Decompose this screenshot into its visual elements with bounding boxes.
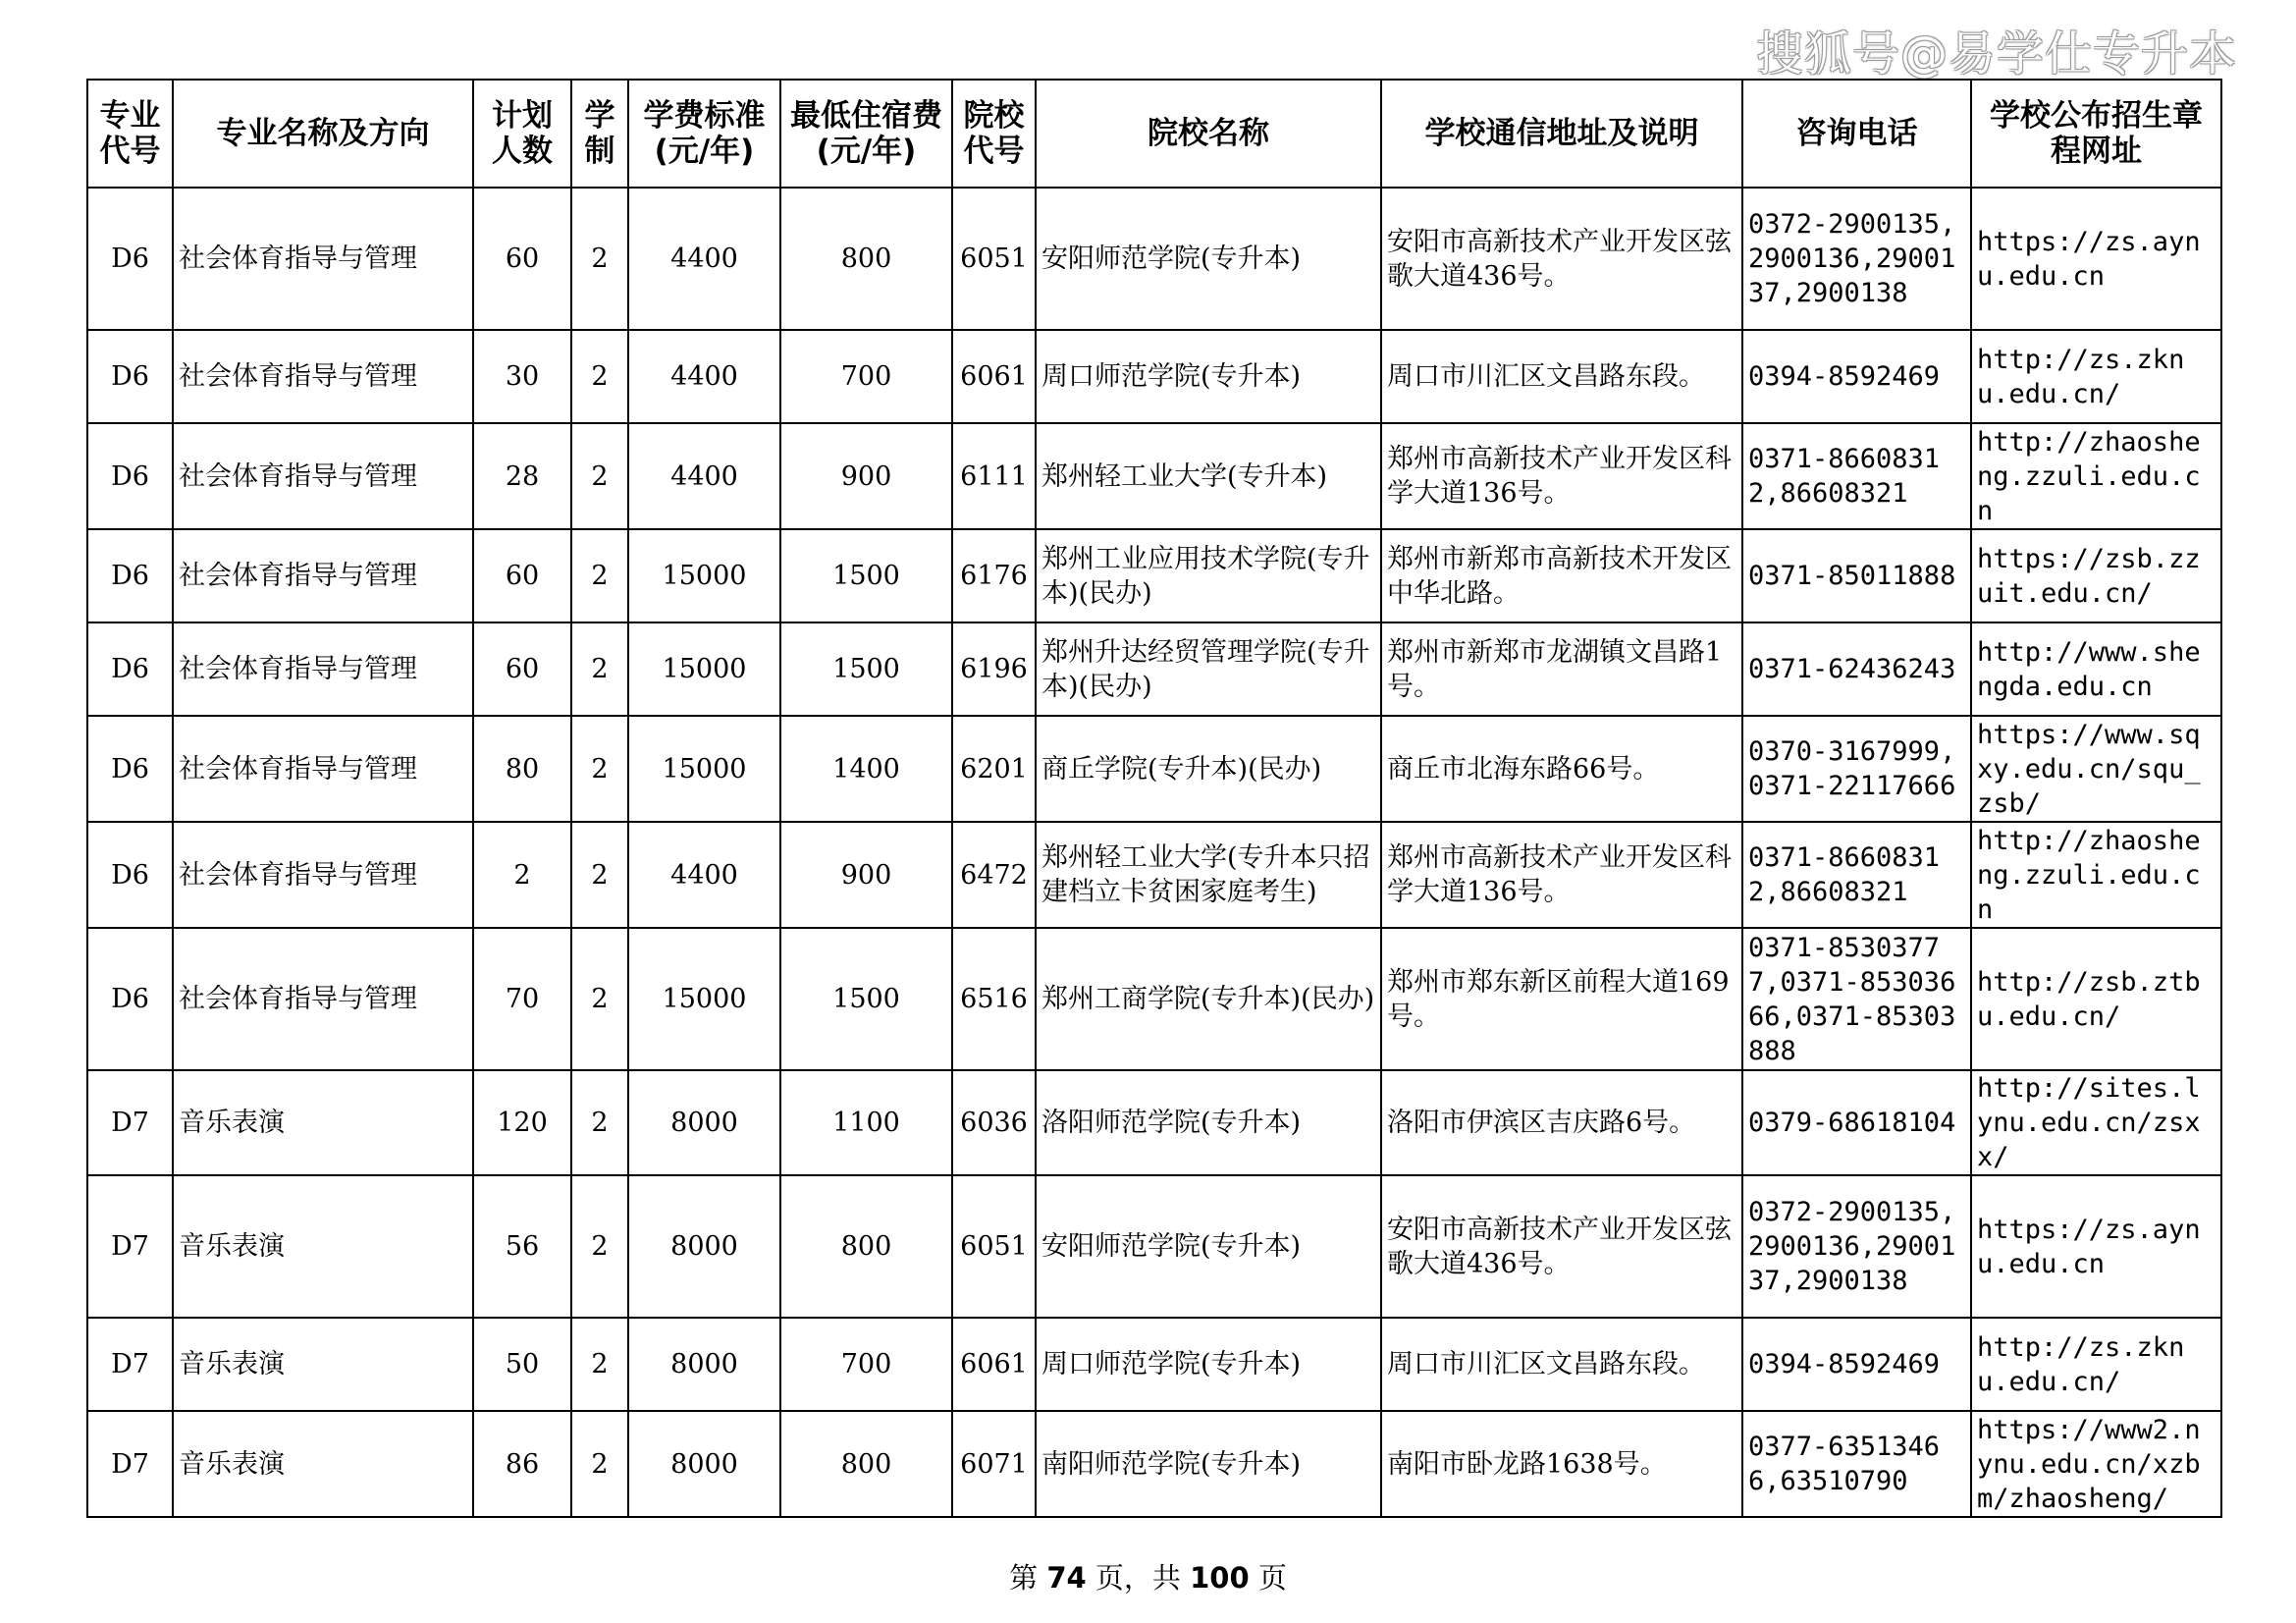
footer-middle: 页，共 bbox=[1086, 1561, 1191, 1595]
cell-major: 社会体育指导与管理 bbox=[173, 716, 473, 822]
cell-phone: 0371-85011888 bbox=[1742, 529, 1971, 622]
cell-phone: 0371-86608312,86608321 bbox=[1742, 423, 1971, 529]
cell-tuition: 4400 bbox=[628, 188, 780, 330]
cell-years: 2 bbox=[571, 622, 628, 716]
cell-tuition: 15000 bbox=[628, 716, 780, 822]
cell-school: 安阳师范学院(专升本) bbox=[1036, 1175, 1381, 1318]
cell-code: D6 bbox=[87, 716, 173, 822]
cell-phone: 0372-2900135,2900136,2900137,2900138 bbox=[1742, 1175, 1971, 1318]
cell-school: 周口师范学院(专升本) bbox=[1036, 1318, 1381, 1411]
cell-code: D7 bbox=[87, 1411, 173, 1517]
cell-school-code: 6516 bbox=[952, 928, 1036, 1070]
cell-school-code: 6176 bbox=[952, 529, 1036, 622]
cell-dorm: 1500 bbox=[780, 622, 952, 716]
page-footer bbox=[0, 1556, 2296, 1596]
cell-school-code: 6051 bbox=[952, 188, 1036, 330]
cell-code: D6 bbox=[87, 822, 173, 928]
table-row bbox=[87, 1175, 2221, 1318]
cell-school-code: 6051 bbox=[952, 1175, 1036, 1318]
cell-school: 商丘学院(专升本)(民办) bbox=[1036, 716, 1381, 822]
cell-phone: 0394-8592469 bbox=[1742, 330, 1971, 423]
cell-school: 洛阳师范学院(专升本) bbox=[1036, 1070, 1381, 1175]
cell-address: 郑州市高新技术产业开发区科学大道136号。 bbox=[1381, 423, 1742, 529]
cell-address: 安阳市高新技术产业开发区弦歌大道436号。 bbox=[1381, 188, 1742, 330]
cell-major: 社会体育指导与管理 bbox=[173, 622, 473, 716]
header-school: 院校名称 bbox=[1036, 80, 1381, 188]
cell-school: 南阳师范学院(专升本) bbox=[1036, 1411, 1381, 1517]
cell-url[interactable]: http://zhaosheng.zzuli.edu.cn bbox=[1971, 423, 2221, 529]
table-row bbox=[87, 188, 2221, 330]
cell-url[interactable]: https://zs.aynu.edu.cn bbox=[1971, 1175, 2221, 1318]
total-page-count: 100 bbox=[1190, 1561, 1250, 1595]
cell-address: 洛阳市伊滨区吉庆路6号。 bbox=[1381, 1070, 1742, 1175]
cell-url[interactable]: http://zs.zknu.edu.cn/ bbox=[1971, 330, 2221, 423]
cell-years: 2 bbox=[571, 822, 628, 928]
table-row bbox=[87, 1411, 2221, 1517]
cell-plan: 86 bbox=[473, 1411, 571, 1517]
cell-plan: 120 bbox=[473, 1070, 571, 1175]
cell-code: D7 bbox=[87, 1070, 173, 1175]
cell-school: 郑州轻工业大学(专升本只招建档立卡贫困家庭考生) bbox=[1036, 822, 1381, 928]
cell-school: 周口师范学院(专升本) bbox=[1036, 330, 1381, 423]
table-row bbox=[87, 529, 2221, 622]
cell-plan: 2 bbox=[473, 822, 571, 928]
cell-plan: 60 bbox=[473, 622, 571, 716]
cell-phone: 0372-2900135,2900136,2900137,2900138 bbox=[1742, 188, 1971, 330]
header-address: 学校通信地址及说明 bbox=[1381, 80, 1742, 188]
cell-years: 2 bbox=[571, 423, 628, 529]
cell-tuition: 8000 bbox=[628, 1318, 780, 1411]
table-row bbox=[87, 1318, 2221, 1411]
cell-major: 社会体育指导与管理 bbox=[173, 330, 473, 423]
cell-url[interactable]: https://www.sqxy.edu.cn/squ_zsb/ bbox=[1971, 716, 2221, 822]
cell-years: 2 bbox=[571, 188, 628, 330]
cell-major: 社会体育指导与管理 bbox=[173, 529, 473, 622]
cell-years: 2 bbox=[571, 1070, 628, 1175]
cell-tuition: 15000 bbox=[628, 529, 780, 622]
footer-prefix: 第 bbox=[1009, 1561, 1047, 1595]
cell-tuition: 4400 bbox=[628, 423, 780, 529]
table-row bbox=[87, 1070, 2221, 1175]
cell-tuition: 4400 bbox=[628, 330, 780, 423]
current-page-number: 74 bbox=[1046, 1561, 1087, 1595]
cell-plan: 56 bbox=[473, 1175, 571, 1318]
cell-dorm: 1100 bbox=[780, 1070, 952, 1175]
cell-major: 社会体育指导与管理 bbox=[173, 188, 473, 330]
footer-suffix: 页 bbox=[1249, 1561, 1287, 1595]
cell-phone: 0370-3167999,0371-22117666 bbox=[1742, 716, 1971, 822]
cell-plan: 70 bbox=[473, 928, 571, 1070]
cell-address: 南阳市卧龙路1638号。 bbox=[1381, 1411, 1742, 1517]
cell-phone: 0379-68618104 bbox=[1742, 1070, 1971, 1175]
cell-url[interactable]: https://www2.nynu.edu.cn/xzbm/zhaosheng/ bbox=[1971, 1411, 2221, 1517]
cell-plan: 60 bbox=[473, 529, 571, 622]
cell-dorm: 1400 bbox=[780, 716, 952, 822]
cell-dorm: 800 bbox=[780, 1175, 952, 1318]
table-row bbox=[87, 330, 2221, 423]
cell-address: 郑州市高新技术产业开发区科学大道136号。 bbox=[1381, 822, 1742, 928]
cell-plan: 50 bbox=[473, 1318, 571, 1411]
header-major: 专业名称及方向 bbox=[173, 80, 473, 188]
cell-years: 2 bbox=[571, 928, 628, 1070]
cell-school-code: 6111 bbox=[952, 423, 1036, 529]
table-row bbox=[87, 928, 2221, 1070]
cell-tuition: 15000 bbox=[628, 928, 780, 1070]
cell-years: 2 bbox=[571, 529, 628, 622]
cell-code: D6 bbox=[87, 529, 173, 622]
table-row bbox=[87, 716, 2221, 822]
cell-dorm: 1500 bbox=[780, 928, 952, 1070]
cell-url[interactable]: http://www.shengda.edu.cn bbox=[1971, 622, 2221, 716]
cell-url[interactable]: http://zs.zknu.edu.cn/ bbox=[1971, 1318, 2221, 1411]
cell-dorm: 800 bbox=[780, 1411, 952, 1517]
cell-phone: 0394-8592469 bbox=[1742, 1318, 1971, 1411]
watermark: 搜狐号@易学仕专升本 bbox=[1755, 27, 2237, 81]
cell-school: 郑州轻工业大学(专升本) bbox=[1036, 423, 1381, 529]
cell-plan: 30 bbox=[473, 330, 571, 423]
cell-school-code: 6061 bbox=[952, 330, 1036, 423]
cell-school: 郑州工商学院(专升本)(民办) bbox=[1036, 928, 1381, 1070]
cell-dorm: 700 bbox=[780, 330, 952, 423]
table-row bbox=[87, 822, 2221, 928]
cell-school: 安阳师范学院(专升本) bbox=[1036, 188, 1381, 330]
cell-tuition: 8000 bbox=[628, 1070, 780, 1175]
cell-phone: 0377-63513466,63510790 bbox=[1742, 1411, 1971, 1517]
cell-phone: 0371-85303777,0371-85303666,0371-85303888 bbox=[1742, 928, 1971, 1070]
cell-address: 郑州市新郑市龙湖镇文昌路1号。 bbox=[1381, 622, 1742, 716]
header-row bbox=[87, 80, 2221, 188]
cell-school-code: 6071 bbox=[952, 1411, 1036, 1517]
cell-major: 社会体育指导与管理 bbox=[173, 822, 473, 928]
cell-major: 社会体育指导与管理 bbox=[173, 928, 473, 1070]
cell-school-code: 6201 bbox=[952, 716, 1036, 822]
cell-code: D6 bbox=[87, 188, 173, 330]
header-years: 学制 bbox=[571, 80, 628, 188]
cell-url[interactable]: http://zsb.ztbu.edu.cn/ bbox=[1971, 928, 2221, 1070]
cell-code: D6 bbox=[87, 330, 173, 423]
cell-years: 2 bbox=[571, 1175, 628, 1318]
header-tuition: 学费标准(元/年) bbox=[628, 80, 780, 188]
cell-tuition: 15000 bbox=[628, 622, 780, 716]
cell-dorm: 900 bbox=[780, 423, 952, 529]
cell-school: 郑州升达经贸管理学院(专升本)(民办) bbox=[1036, 622, 1381, 716]
table-row bbox=[87, 423, 2221, 529]
cell-school-code: 6036 bbox=[952, 1070, 1036, 1175]
cell-major: 音乐表演 bbox=[173, 1318, 473, 1411]
cell-tuition: 4400 bbox=[628, 822, 780, 928]
enrollment-plan-table bbox=[86, 79, 2222, 1518]
cell-code: D7 bbox=[87, 1318, 173, 1411]
cell-phone: 0371-62436243 bbox=[1742, 622, 1971, 716]
cell-school-code: 6196 bbox=[952, 622, 1036, 716]
cell-url[interactable]: https://zsb.zzuit.edu.cn/ bbox=[1971, 529, 2221, 622]
header-phone: 咨询电话 bbox=[1742, 80, 1971, 188]
cell-address: 郑州市郑东新区前程大道169号。 bbox=[1381, 928, 1742, 1070]
cell-address: 周口市川汇区文昌路东段。 bbox=[1381, 1318, 1742, 1411]
header-dorm: 最低住宿费(元/年) bbox=[780, 80, 952, 188]
cell-major: 社会体育指导与管理 bbox=[173, 423, 473, 529]
cell-years: 2 bbox=[571, 330, 628, 423]
cell-school: 郑州工业应用技术学院(专升本)(民办) bbox=[1036, 529, 1381, 622]
cell-code: D6 bbox=[87, 622, 173, 716]
cell-plan: 80 bbox=[473, 716, 571, 822]
cell-plan: 60 bbox=[473, 188, 571, 330]
cell-address: 郑州市新郑市高新技术开发区中华北路。 bbox=[1381, 529, 1742, 622]
cell-phone: 0371-86608312,86608321 bbox=[1742, 822, 1971, 928]
cell-dorm: 900 bbox=[780, 822, 952, 928]
cell-url[interactable]: http://zhaosheng.zzuli.edu.cn bbox=[1971, 822, 2221, 928]
cell-address: 周口市川汇区文昌路东段。 bbox=[1381, 330, 1742, 423]
table-row bbox=[87, 622, 2221, 716]
cell-years: 2 bbox=[571, 1318, 628, 1411]
cell-years: 2 bbox=[571, 1411, 628, 1517]
cell-url[interactable]: https://zs.aynu.edu.cn bbox=[1971, 188, 2221, 330]
cell-code: D7 bbox=[87, 1175, 173, 1318]
cell-years: 2 bbox=[571, 716, 628, 822]
cell-school-code: 6061 bbox=[952, 1318, 1036, 1411]
cell-major: 音乐表演 bbox=[173, 1070, 473, 1175]
cell-major: 音乐表演 bbox=[173, 1411, 473, 1517]
cell-code: D6 bbox=[87, 423, 173, 529]
cell-tuition: 8000 bbox=[628, 1411, 780, 1517]
header-url: 学校公布招生章程网址 bbox=[1971, 80, 2221, 188]
cell-dorm: 800 bbox=[780, 188, 952, 330]
cell-code: D6 bbox=[87, 928, 173, 1070]
cell-address: 安阳市高新技术产业开发区弦歌大道436号。 bbox=[1381, 1175, 1742, 1318]
cell-tuition: 8000 bbox=[628, 1175, 780, 1318]
cell-address: 商丘市北海东路66号。 bbox=[1381, 716, 1742, 822]
cell-dorm: 1500 bbox=[780, 529, 952, 622]
header-plan: 计划人数 bbox=[473, 80, 571, 188]
cell-plan: 28 bbox=[473, 423, 571, 529]
cell-major: 音乐表演 bbox=[173, 1175, 473, 1318]
cell-url[interactable]: http://sites.lynu.edu.cn/zsxx/ bbox=[1971, 1070, 2221, 1175]
header-code: 专业代号 bbox=[87, 80, 173, 188]
header-school-code: 院校代号 bbox=[952, 80, 1036, 188]
cell-school-code: 6472 bbox=[952, 822, 1036, 928]
cell-dorm: 700 bbox=[780, 1318, 952, 1411]
